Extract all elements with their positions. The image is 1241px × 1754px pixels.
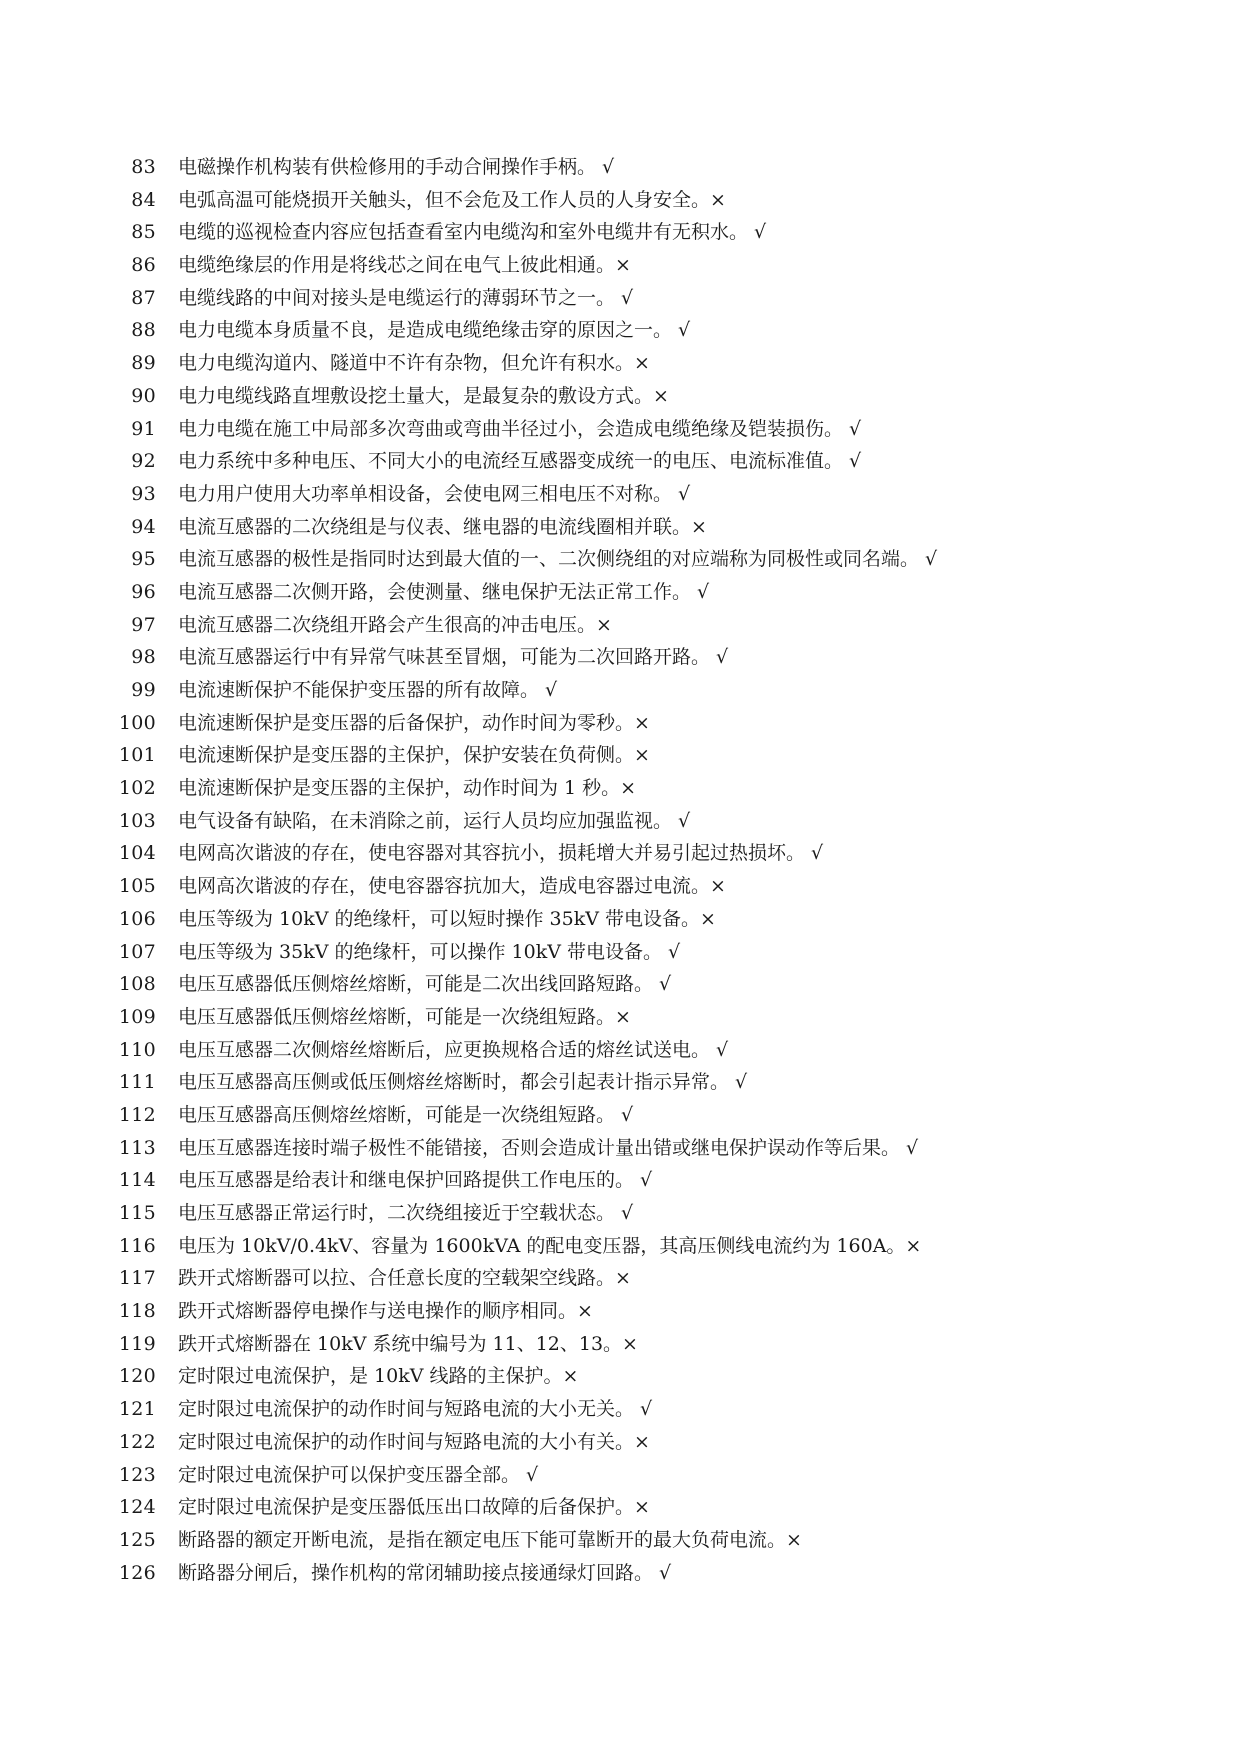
question-item xyxy=(100,577,1200,610)
question-item xyxy=(100,1263,1200,1296)
question-number: 111 xyxy=(118,1071,156,1094)
question-item xyxy=(100,1361,1200,1394)
question-number: 114 xyxy=(118,1169,156,1192)
question-item xyxy=(100,250,1200,283)
question-text: 跌开式熔断器停电操作与送电操作的顺序相同。× xyxy=(178,1300,593,1323)
question-number: 105 xyxy=(118,875,156,898)
question-number: 108 xyxy=(118,973,156,996)
question-item xyxy=(100,1558,1200,1591)
question-item xyxy=(100,1525,1200,1558)
question-number: 107 xyxy=(118,940,156,963)
question-number: 117 xyxy=(118,1267,156,1290)
question-number: 115 xyxy=(118,1202,156,1224)
question-number: 100 xyxy=(118,711,156,734)
question-number: 118 xyxy=(118,1300,156,1323)
question-text: 电网高次谐波的存在，使电容器容抗加大，造成电容器过电流。× xyxy=(178,875,726,898)
question-item xyxy=(100,1329,1200,1362)
question-text: 电缆的巡视检查内容应包括查看室内电缆沟和室外电缆井有无积水。 √ xyxy=(178,221,767,244)
question-text: 电压互感器低压侧熔丝熔断，可能是二次出线回路短路。 √ xyxy=(178,973,672,996)
question-number: 104 xyxy=(118,842,156,865)
question-item xyxy=(100,838,1200,871)
question-text: 电压互感器低压侧熔丝熔断，可能是一次绕组短路。× xyxy=(178,1005,631,1028)
question-number: 92 xyxy=(131,450,156,473)
question-item xyxy=(100,904,1200,937)
question-text: 电压互感器是给表计和继电保护回路提供工作电压的。 √ xyxy=(178,1169,653,1192)
question-number: 87 xyxy=(131,286,156,309)
question-item xyxy=(100,871,1200,904)
question-number: 101 xyxy=(118,744,156,767)
question-item xyxy=(100,1067,1200,1100)
question-item xyxy=(100,1035,1200,1068)
question-item xyxy=(100,1133,1200,1166)
question-text: 电流互感器二次绕组开路会产生很高的冲击电压。× xyxy=(178,613,612,636)
question-item xyxy=(100,348,1200,381)
question-text: 电流互感器运行中有异常气味甚至冒烟，可能为二次回路开路。 √ xyxy=(178,646,729,669)
question-number: 95 xyxy=(131,548,156,571)
question-item xyxy=(100,969,1200,1002)
question-number: 112 xyxy=(118,1103,156,1126)
question-item xyxy=(100,675,1200,708)
question-text: 电缆绝缘层的作用是将线芯之间在电气上彼此相通。× xyxy=(178,254,631,277)
question-item xyxy=(100,544,1200,577)
question-item xyxy=(100,806,1200,839)
question-number: 102 xyxy=(118,777,156,800)
question-number: 126 xyxy=(118,1561,156,1584)
question-text: 电流速断保护是变压器的主保护，保护安装在负荷侧。× xyxy=(178,744,650,767)
question-number: 86 xyxy=(131,254,156,277)
question-item xyxy=(100,1394,1200,1427)
question-number: 90 xyxy=(131,384,156,407)
question-item xyxy=(100,185,1200,218)
question-item xyxy=(100,1165,1200,1198)
question-number: 125 xyxy=(118,1528,156,1551)
question-number: 97 xyxy=(131,613,156,636)
question-text: 断路器分闸后，操作机构的常闭辅助接点接通绿灯回路。 √ xyxy=(178,1561,672,1584)
question-number: 122 xyxy=(118,1430,156,1453)
question-text: 电气设备有缺陷，在未消除之前，运行人员均应加强监视。 √ xyxy=(178,809,691,832)
question-item xyxy=(100,1492,1200,1525)
question-text: 电力用户使用大功率单相设备，会使电网三相电压不对称。 √ xyxy=(178,482,691,505)
question-text: 定时限过电流保护的动作时间与短路电流的大小无关。 √ xyxy=(178,1398,653,1421)
question-text: 电弧高温可能烧损开关触头，但不会危及工作人员的人身安全。× xyxy=(178,188,726,211)
question-item xyxy=(100,283,1200,316)
question-number: 124 xyxy=(118,1496,156,1519)
question-text: 电流速断保护是变压器的主保护，动作时间为 1 秒。× xyxy=(178,777,637,800)
question-text: 跌开式熔断器可以拉、合任意长度的空载架空线路。× xyxy=(178,1267,631,1290)
question-item xyxy=(100,773,1200,806)
question-number: 121 xyxy=(118,1398,156,1421)
question-number: 123 xyxy=(118,1463,156,1486)
question-number: 120 xyxy=(118,1365,156,1388)
question-text: 电力系统中多种电压、不同大小的电流经互感器变成统一的电压、电流标准值。 √ xyxy=(178,450,862,473)
question-item xyxy=(100,1100,1200,1133)
question-text: 电力电缆在施工中局部多次弯曲或弯曲半径过小，会造成电缆绝缘及铠装损伤。 √ xyxy=(178,417,862,440)
question-number: 119 xyxy=(118,1332,156,1355)
question-text: 电压等级为 35kV 的绝缘杆，可以操作 10kV 带电设备。 √ xyxy=(178,940,681,963)
question-text: 电流互感器的极性是指同时达到最大值的一、二次侧绕组的对应端称为同极性或同名端。 √ xyxy=(178,548,938,571)
question-text: 电压互感器高压侧或低压侧熔丝熔断时，都会引起表计指示异常。 √ xyxy=(178,1071,748,1094)
question-number: 93 xyxy=(131,482,156,505)
question-item xyxy=(100,512,1200,545)
question-text: 电流互感器的二次绕组是与仪表、继电器的电流线圈相并联。× xyxy=(178,515,707,538)
question-item xyxy=(100,446,1200,479)
question-text: 电压为 10kV/0.4kV、容量为 1600kVA 的配电变压器，其高压侧线电流约为 160A。× xyxy=(178,1234,922,1257)
question-item xyxy=(100,1427,1200,1460)
question-number: 85 xyxy=(131,221,156,244)
question-item xyxy=(100,414,1200,447)
question-text: 跌开式熔断器在 10kV 系统中编号为 11、12、13。× xyxy=(178,1332,638,1355)
question-item xyxy=(100,1296,1200,1329)
question-number: 116 xyxy=(118,1234,156,1257)
question-item xyxy=(100,642,1200,675)
question-item xyxy=(100,610,1200,643)
question-item xyxy=(100,937,1200,970)
question-item xyxy=(100,315,1200,348)
question-text: 电缆线路的中间对接头是电缆运行的薄弱环节之一。 √ xyxy=(178,286,634,309)
question-number: 83 xyxy=(131,156,156,178)
question-number: 98 xyxy=(131,646,156,669)
question-number: 99 xyxy=(131,679,156,701)
question-item xyxy=(100,152,1200,185)
question-text: 定时限过电流保护可以保护变压器全部。 √ xyxy=(178,1463,539,1486)
question-number: 96 xyxy=(131,580,156,603)
question-text: 电流速断保护是变压器的后备保护，动作时间为零秒。× xyxy=(178,711,650,734)
question-item xyxy=(100,381,1200,414)
question-item xyxy=(100,1231,1200,1264)
question-text: 电流速断保护不能保护变压器的所有故障。 √ xyxy=(178,679,558,701)
question-text: 断路器的额定开断电流，是指在额定电压下能可靠断开的最大负荷电流。× xyxy=(178,1528,802,1551)
question-number: 113 xyxy=(118,1136,156,1159)
question-text: 定时限过电流保护的动作时间与短路电流的大小有关。× xyxy=(178,1430,650,1453)
question-text: 电压等级为 10kV 的绝缘杆，可以短时操作 35kV 带电设备。× xyxy=(178,907,716,930)
question-number: 110 xyxy=(118,1038,156,1061)
question-text: 定时限过电流保护，是 10kV 线路的主保护。× xyxy=(178,1365,579,1388)
question-text: 电力电缆线路直埋敷设挖土量大，是最复杂的敷设方式。× xyxy=(178,384,669,407)
question-item xyxy=(100,1002,1200,1035)
question-item xyxy=(100,740,1200,773)
question-text: 电力电缆本身质量不良，是造成电缆绝缘击穿的原因之一。 √ xyxy=(178,319,691,342)
question-item xyxy=(100,1198,1200,1231)
question-item xyxy=(100,708,1200,741)
question-item xyxy=(100,217,1200,250)
question-text: 电压互感器二次侧熔丝熔断后，应更换规格合适的熔丝试送电。 √ xyxy=(178,1038,729,1061)
question-number: 94 xyxy=(131,515,156,538)
question-text: 电网高次谐波的存在，使电容器对其容抗小，损耗增大并易引起过热损坏。 √ xyxy=(178,842,824,865)
question-text: 电压互感器高压侧熔丝熔断，可能是一次绕组短路。 √ xyxy=(178,1103,634,1126)
question-number: 84 xyxy=(131,188,156,211)
question-number: 88 xyxy=(131,319,156,342)
question-text: 电力电缆沟道内、隧道中不许有杂物，但允许有积水。× xyxy=(178,352,650,375)
question-text: 电压互感器连接时端子极性不能错接，否则会造成计量出错或继电保护误动作等后果。 √ xyxy=(178,1136,919,1159)
question-number: 91 xyxy=(131,417,156,440)
question-number: 109 xyxy=(118,1005,156,1028)
question-text: 电流互感器二次侧开路，会使测量、继电保护无法正常工作。 √ xyxy=(178,580,710,603)
question-text: 定时限过电流保护是变压器低压出口故障的后备保护。× xyxy=(178,1496,650,1519)
question-number: 106 xyxy=(118,907,156,930)
question-number: 89 xyxy=(131,352,156,375)
question-list xyxy=(100,152,1200,1590)
question-item xyxy=(100,479,1200,512)
question-item xyxy=(100,1460,1200,1493)
question-text: 电磁操作机构装有供检修用的手动合闸操作手柄。 √ xyxy=(178,156,615,178)
question-number: 103 xyxy=(118,809,156,832)
question-text: 电压互感器正常运行时，二次绕组接近于空载状态。 √ xyxy=(178,1202,634,1224)
